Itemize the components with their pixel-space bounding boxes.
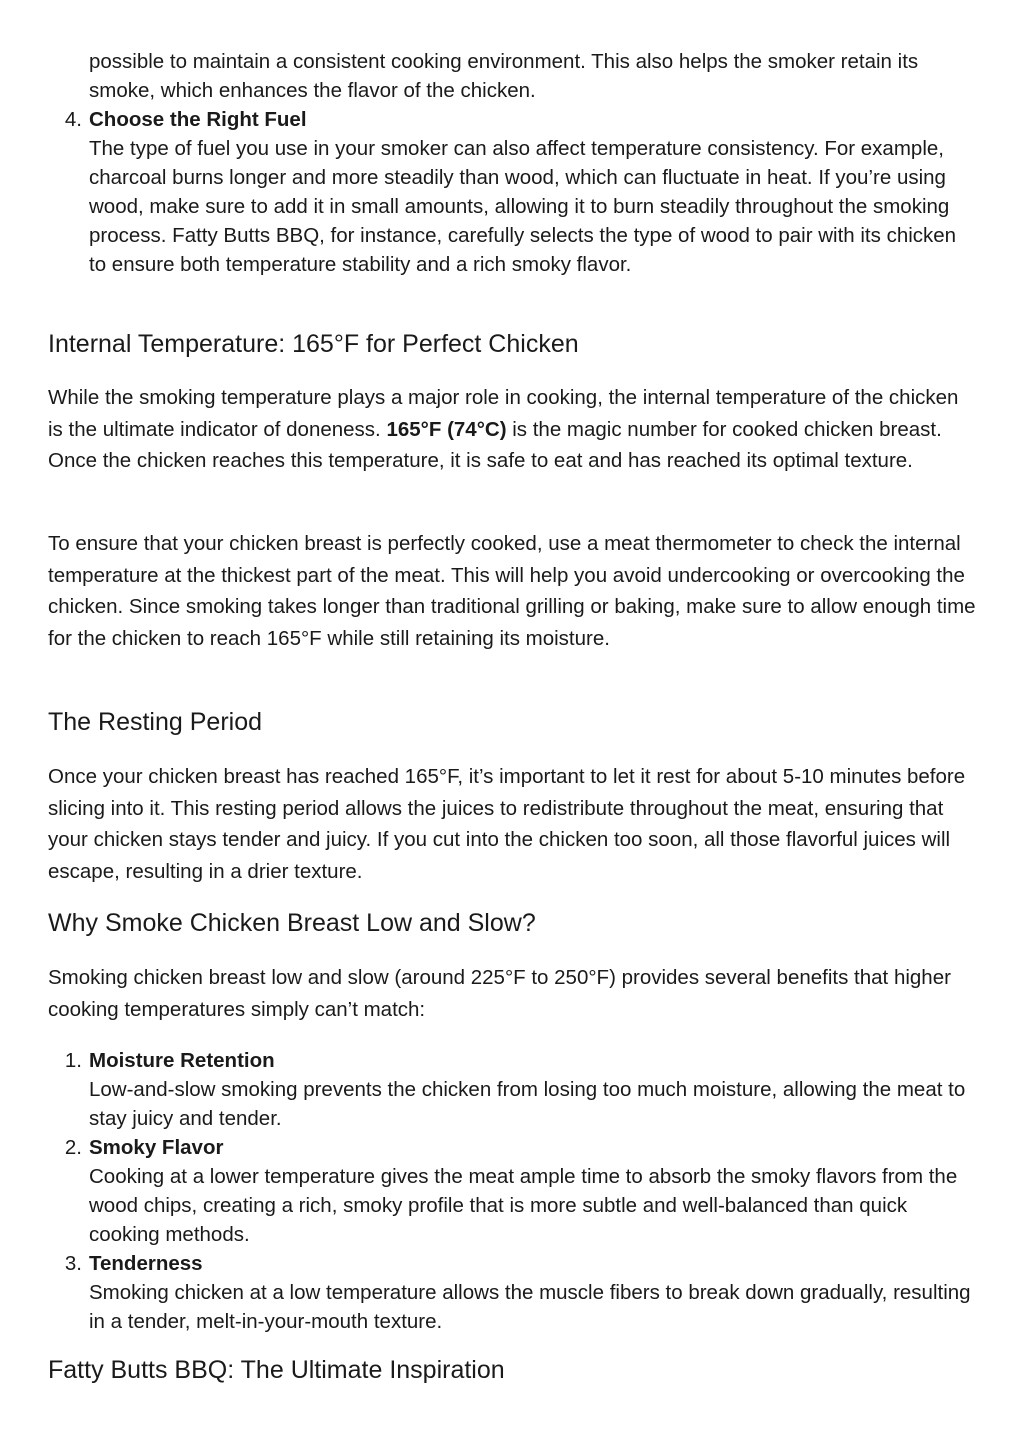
list-item — [48, 1249, 978, 1336]
paragraph-thermometer: To ensure that your chicken breast is perfectly cooked, use a meat thermometer to check the internal temperature at the thickest part of the meat. This will help you avoid undercooking or overcooking the chicken. Since smoking takes longer than traditional grilling or baking, make sure to allow enough time for the chicken to reach 165°F while still retaining its moisture. — [48, 532, 976, 650]
list-number: 2. — [64, 1136, 82, 1159]
list-number: 4. — [64, 108, 82, 131]
paragraph-internal-temperature — [48, 382, 978, 477]
paragraph-text: While the smoking temperature plays a major role in cooking, the internal temperature of the chicken is the ultimate indicator of doneness. — [48, 386, 959, 441]
list-item-title: Choose the Right Fuel — [89, 108, 307, 131]
list-item-body: Cooking at a lower temperature gives the meat ample time to absorb the smoky flavors from the wood chips, creating a rich, smoky profile that is more subtle and well-balanced than quick cooking methods. — [89, 1165, 958, 1246]
paragraph-text: is the magic number for cooked chicken breast. Once the chicken reaches this temperature, it is safe to eat and has reached its optimal texture. — [48, 417, 942, 472]
list-item — [48, 105, 978, 279]
paragraph-low-and-slow: Smoking chicken breast low and slow (around 225°F to 250°F) provides several benefits that higher cooking temperatures simply can’t match: — [48, 966, 951, 1021]
list-item-body: Smoking chicken at a low temperature allows the muscle fibers to break down gradually, resulting in a tender, melt-in-your-mouth texture. — [89, 1281, 971, 1333]
list-item-continuation: possible to maintain a consistent cooking environment. This also helps the smoker retain its smoke, which enhances the flavor of the chicken. — [89, 50, 919, 102]
list-item-body: The type of fuel you use in your smoker can also affect temperature consistency. For example, charcoal burns longer and more steadily than wood, which can fluctuate in heat. If you’re using wood, make sure to add it in small amounts, allowing it to burn steadily throughout the smoking process. Fatty Butts BBQ, for instance, carefully selects the type of wood to pair with its chicken to ensure both temperature stability and a rich smoky flavor. — [89, 137, 957, 276]
section-heading-resting-period: The Resting Period — [48, 708, 263, 736]
benefits-list — [48, 1046, 978, 1336]
highlighted-temperature: 165°F (74°C) — [386, 417, 507, 441]
list-item-title: Moisture Retention — [89, 1049, 275, 1072]
list-number: 1. — [64, 1049, 82, 1072]
paragraph-resting: Once your chicken breast has reached 165°F, it’s important to let it rest for about 5-10 minutes before slicing into it. This resting period allows the juices to redistribute throughout the meat, ensuring that your chicken stays tender and juicy. If you cut into the chicken too soon, all those flavorful juices will escape, resulting in a drier texture. — [48, 765, 966, 883]
section-heading-inspiration: Fatty Butts BBQ: The Ultimate Inspiration — [48, 1356, 505, 1384]
list-item — [48, 1133, 978, 1249]
list-item-title: Smoky Flavor — [89, 1136, 224, 1159]
list-number: 3. — [64, 1252, 82, 1275]
list-item-body: Low-and-slow smoking prevents the chicken from losing too much moisture, allowing the meat to stay juicy and tender. — [89, 1078, 966, 1130]
list-item-title: Tenderness — [89, 1252, 203, 1275]
tips-list — [48, 47, 978, 279]
section-heading-low-and-slow: Why Smoke Chicken Breast Low and Slow? — [48, 909, 536, 937]
section-heading-internal-temperature: Internal Temperature: 165°F for Perfect Chicken — [48, 330, 579, 358]
list-item — [48, 1046, 978, 1133]
